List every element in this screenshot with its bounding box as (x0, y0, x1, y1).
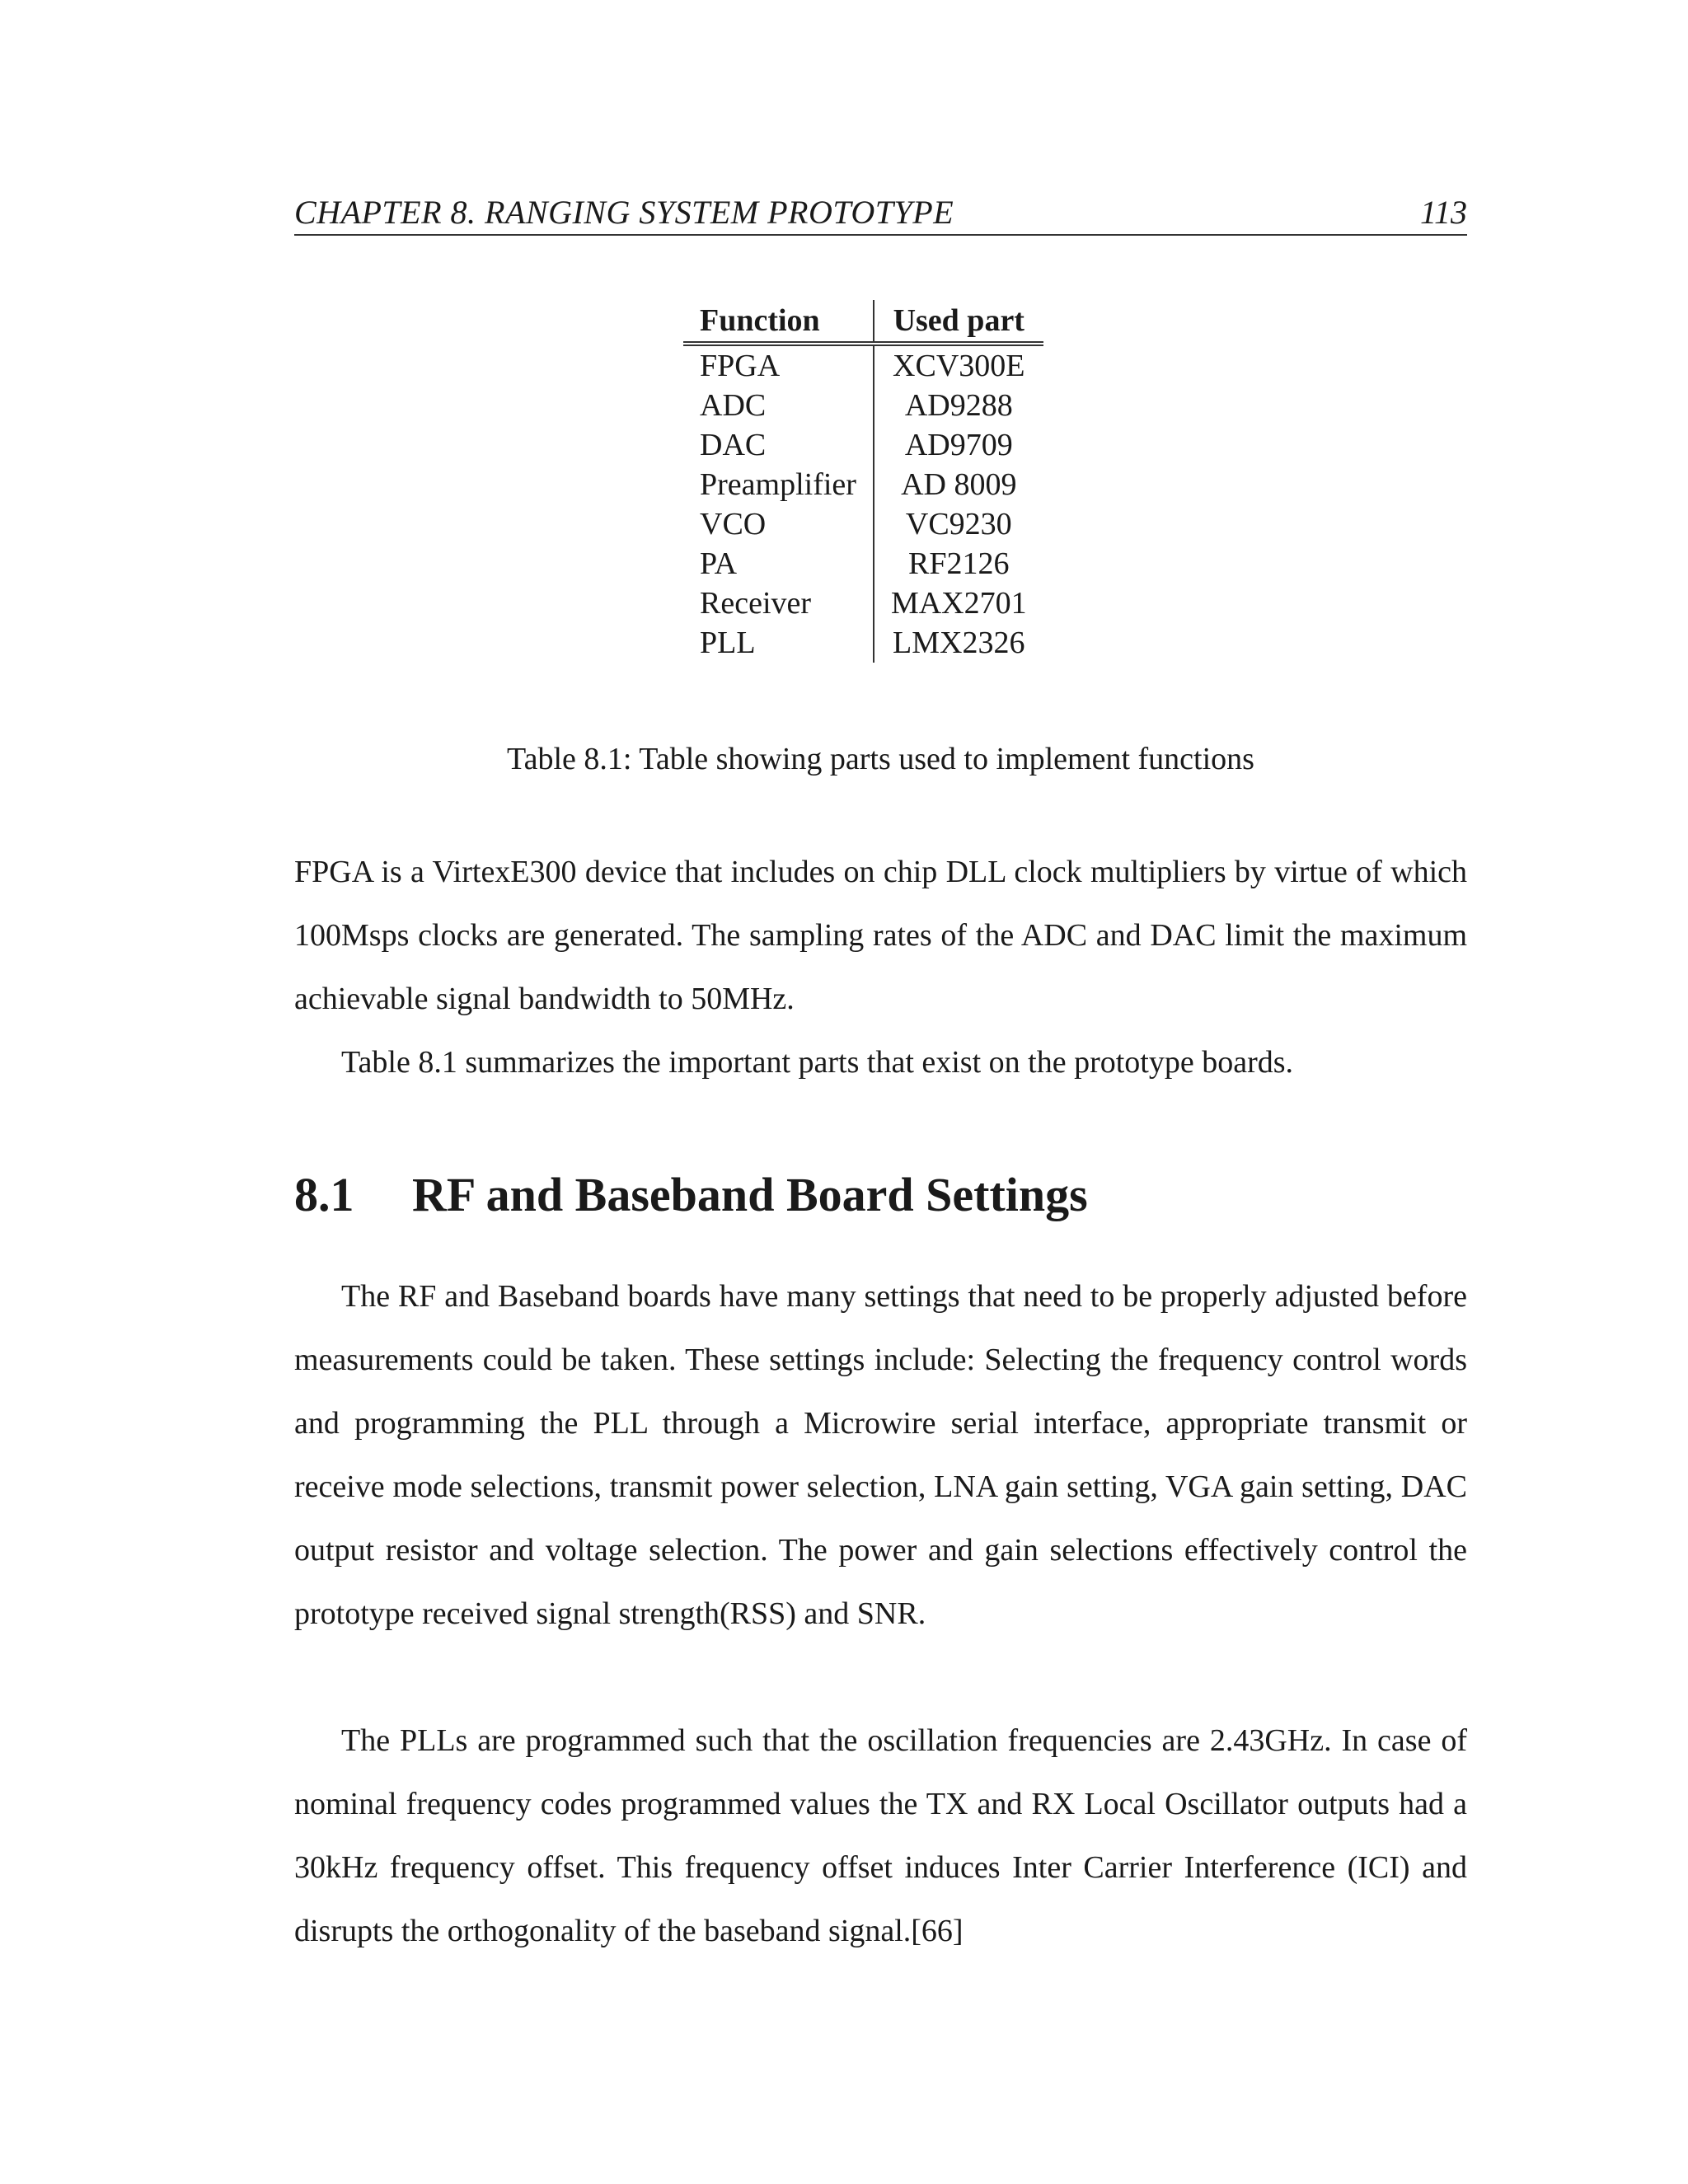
cell-part: AD 8009 (901, 467, 1017, 502)
table-row (683, 344, 1043, 386)
section-title: RF and Baseband Board Settings (412, 1168, 1088, 1221)
cell-function: DAC (683, 425, 874, 465)
table-row (683, 504, 1043, 544)
cell-part: LMX2326 (893, 626, 1025, 660)
table-caption: Table 8.1: Table showing parts used to implement functions (507, 742, 1254, 776)
cell-part: XCV300E (893, 349, 1025, 383)
cell-function: FPGA (683, 344, 874, 386)
page-number: 113 (1419, 194, 1467, 231)
column-header-function: Function (683, 300, 874, 344)
cell-function: Receiver (683, 583, 874, 623)
cell-function: ADC (683, 386, 874, 425)
chapter-title: CHAPTER 8. RANGING SYSTEM PROTOTYPE (294, 194, 954, 231)
paragraph-board-settings: The RF and Baseband boards have many settings that need to be properly adjusted before measurements could be taken. These settings include: Selecting the frequency control words and programming the PLL through a Microwire serial interface, appropriate transmit or receive mode selections, transmit power selection, LNA gain setting, VGA gain setting, DAC output resistor and voltage selection. The power and gain selections effectively control the prototype received signal strength(RSS) and SNR. (294, 1279, 1467, 1631)
parts-table (683, 300, 1043, 663)
table-row (683, 544, 1043, 583)
paragraph-pll-programming: The PLLs are programmed such that the oscillation frequencies are 2.43GHz. In case of nominal frequency codes programmed values the TX and RX Local Oscillator outputs had a 30kHz frequency offset. This frequency offset induces Inter Carrier Interference (ICI) and disrupts the orthogonality of the baseband signal.[66] (294, 1723, 1467, 1948)
section-heading (294, 1162, 1467, 1228)
cell-function: PLL (683, 623, 874, 663)
section-number: 8.1 (294, 1168, 354, 1221)
paragraph-fpga: FPGA is a VirtexE300 device that includes on chip DLL clock multipliers by virtue of which 100Msps clocks are generated. The sampling rates of the ADC and DAC limit the maximum achievable signal bandwidth to 50MHz. (294, 855, 1467, 1016)
cell-part: AD9709 (904, 428, 1013, 462)
cell-part: MAX2701 (890, 586, 1027, 621)
cell-part: VC9230 (905, 507, 1012, 541)
table-header-row (683, 300, 1043, 344)
cell-part: AD9288 (904, 388, 1013, 423)
table-row (683, 425, 1043, 465)
column-header-used-part: Used part (874, 300, 1043, 344)
cell-function: Preamplifier (683, 465, 874, 504)
cell-function: VCO (683, 504, 874, 544)
cell-part: RF2126 (908, 546, 1010, 581)
table-row (683, 583, 1043, 623)
table-row (683, 623, 1043, 663)
table-row (683, 465, 1043, 504)
running-header (294, 191, 1467, 236)
cell-function: PA (683, 544, 874, 583)
table-row (683, 386, 1043, 425)
paragraph-table-summary: Table 8.1 summarizes the important parts that exist on the prototype boards. (341, 1045, 1294, 1080)
